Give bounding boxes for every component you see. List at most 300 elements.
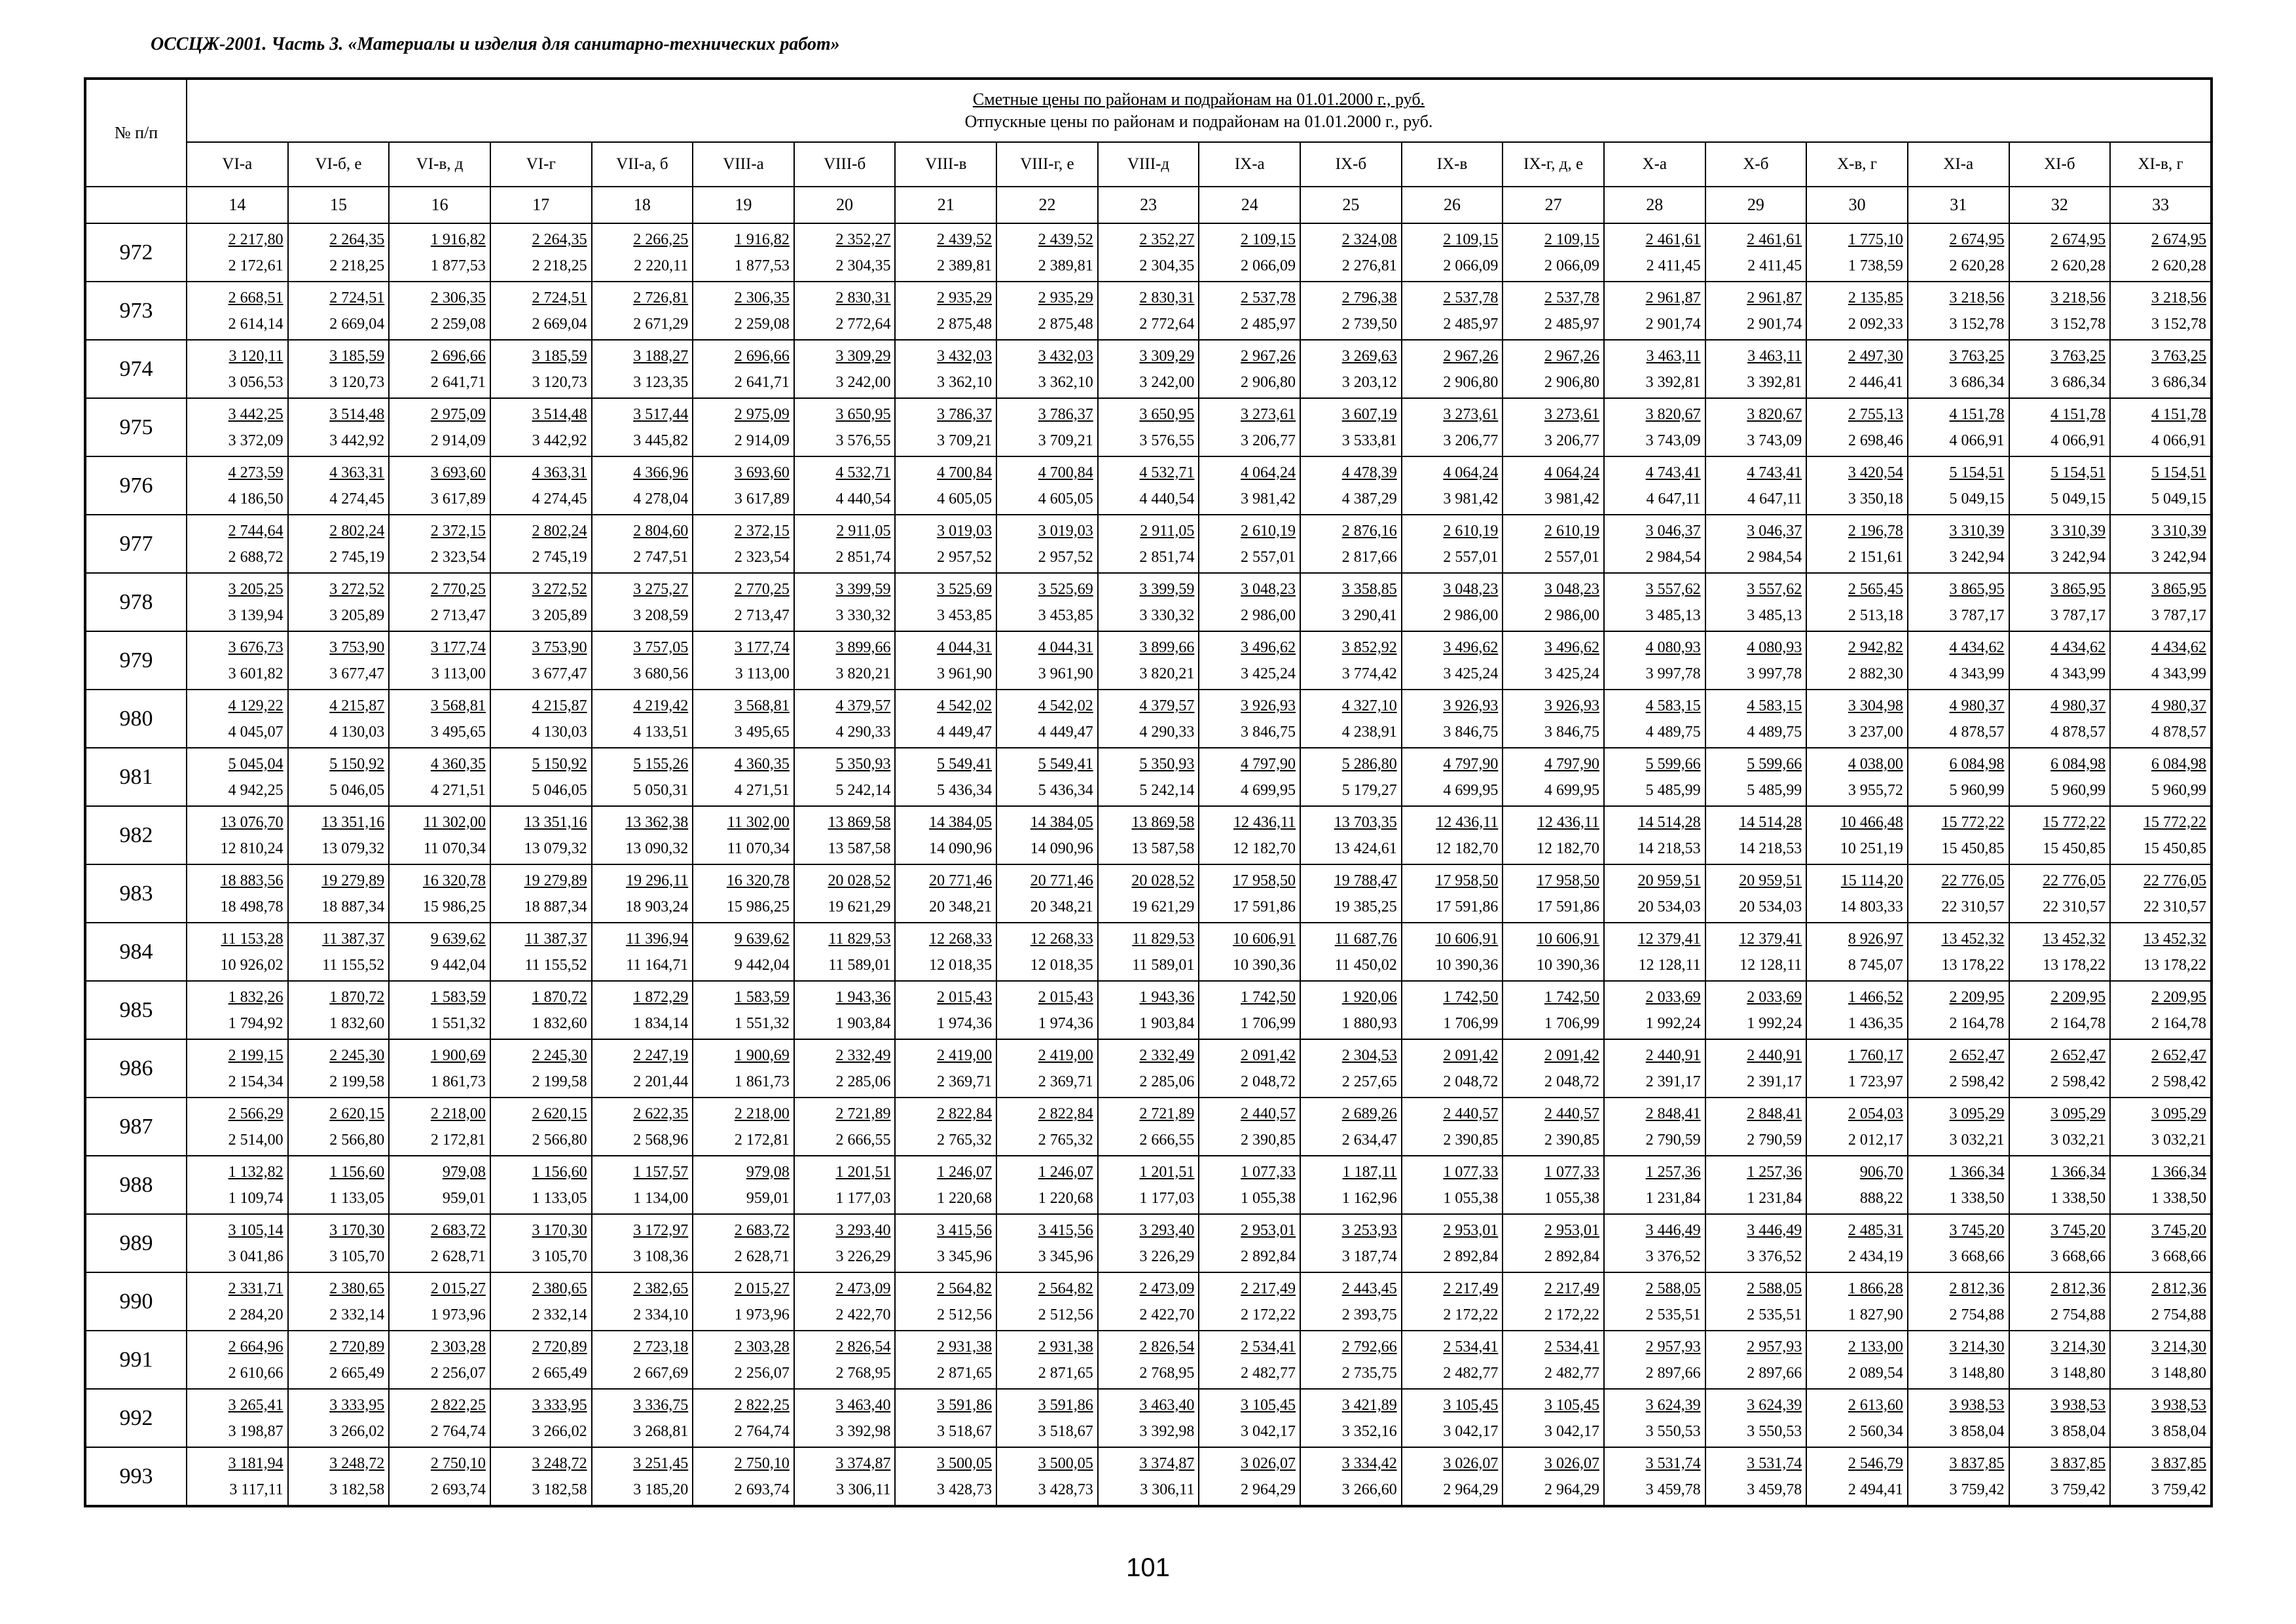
estimated-price: 2 382,65	[633, 1280, 689, 1297]
price-cell	[490, 398, 592, 456]
estimated-price: 3 763,25	[2050, 347, 2106, 365]
estimated-price: 3 525,69	[937, 580, 993, 598]
release-price: 3 198,87	[228, 1422, 283, 1440]
estimated-price: 2 622,35	[633, 1105, 689, 1122]
price-cell	[1806, 456, 1908, 515]
release-price: 3 686,34	[1949, 373, 2005, 391]
estimated-price: 1 466,52	[1848, 988, 1903, 1006]
release-price: 3 266,60	[1341, 1481, 1397, 1498]
estimated-price: 15 114,20	[1840, 872, 1903, 889]
price-cell	[1402, 748, 1503, 806]
estimated-price: 3 463,11	[1646, 347, 1701, 365]
estimated-price: 3 273,61	[1241, 405, 1296, 423]
price-cell	[490, 1156, 592, 1214]
estimated-price: 3 309,29	[835, 347, 891, 365]
row-number: 993	[85, 1447, 187, 1506]
price-cell	[1503, 573, 1604, 631]
release-price: 3 709,21	[937, 432, 993, 449]
price-cell	[2110, 1331, 2212, 1389]
price-cell	[794, 1156, 896, 1214]
release-price: 3 148,80	[1949, 1364, 2005, 1382]
estimated-price: 2 135,85	[1848, 289, 1903, 306]
estimated-price: 3 837,85	[2050, 1454, 2106, 1472]
price-cell	[1199, 1214, 1300, 1272]
price-cell	[1705, 1447, 1807, 1506]
release-price: 2 172,22	[1544, 1306, 1599, 1323]
price-cell	[794, 864, 896, 923]
estimated-price: 3 105,45	[1241, 1396, 1296, 1414]
estimated-price: 3 852,92	[1341, 638, 1397, 656]
price-cell	[1908, 1331, 2009, 1389]
release-price: 3 206,77	[1443, 432, 1499, 449]
estimated-price: 1 583,59	[734, 988, 790, 1006]
price-cell	[389, 923, 490, 981]
price-cell	[1604, 573, 1705, 631]
release-price: 5 050,31	[633, 781, 689, 799]
price-cell	[490, 515, 592, 573]
estimated-price: 2 953,01	[1443, 1221, 1499, 1239]
price-cell	[1503, 806, 1604, 864]
estimated-price: 1 583,59	[430, 988, 486, 1006]
row-number: 973	[85, 282, 187, 340]
price-cell	[288, 398, 390, 456]
release-price: 2 634,47	[1341, 1131, 1397, 1149]
estimated-price: 3 253,93	[1341, 1221, 1397, 1239]
estimated-price: 1 916,82	[430, 231, 486, 248]
price-cell	[1604, 1389, 1705, 1447]
release-price: 3 205,89	[329, 606, 385, 624]
release-price: 5 960,99	[2050, 781, 2106, 799]
price-cell	[895, 573, 996, 631]
release-price: 5 242,14	[835, 781, 891, 799]
release-price: 2 754,88	[2151, 1306, 2206, 1323]
estimated-price: 12 268,33	[929, 930, 993, 948]
release-price: 2 747,51	[633, 548, 689, 566]
estimated-price: 3 676,73	[228, 638, 283, 656]
estimated-price: 2 473,09	[1139, 1280, 1195, 1297]
price-cell	[187, 864, 288, 923]
release-price: 2 304,35	[835, 257, 891, 274]
estimated-price: 1 760,17	[1848, 1046, 1903, 1064]
table-row	[85, 1039, 2212, 1098]
header-row-title	[85, 79, 2212, 142]
release-price: 3 495,65	[430, 723, 486, 741]
release-price: 2 259,08	[734, 315, 790, 333]
estimated-price: 2 812,36	[2151, 1280, 2206, 1297]
estimated-price: 4 151,78	[1949, 405, 2005, 423]
release-price: 2 411,45	[1747, 257, 1802, 274]
price-cell	[1604, 1447, 1705, 1506]
price-cell	[1503, 1039, 1604, 1098]
release-price: 2 285,06	[1139, 1073, 1195, 1090]
estimated-price: 4 038,00	[1848, 755, 1903, 773]
price-cell	[1604, 748, 1705, 806]
price-cell	[1705, 923, 1807, 981]
price-cell	[1503, 1098, 1604, 1156]
release-price: 2 048,72	[1544, 1073, 1599, 1090]
release-price: 12 182,70	[1435, 840, 1499, 857]
price-cell	[1098, 223, 1199, 282]
estimated-price: 2 826,54	[835, 1338, 891, 1356]
price-cell	[187, 690, 288, 748]
price-cell	[693, 1331, 794, 1389]
release-price: 2 154,34	[228, 1073, 283, 1090]
release-price: 1 903,84	[1139, 1014, 1195, 1032]
price-cell	[693, 1098, 794, 1156]
estimated-price: 4 327,10	[1341, 697, 1397, 714]
estimated-price: 17 958,50	[1233, 872, 1296, 889]
release-price: 2 566,80	[329, 1131, 385, 1149]
release-price: 2 906,80	[1241, 373, 1296, 391]
price-cell	[1199, 223, 1300, 282]
estimated-price: 4 044,31	[937, 638, 993, 656]
release-price: 5 436,34	[1038, 781, 1093, 799]
price-cell	[2110, 282, 2212, 340]
estimated-price: 1 201,51	[1139, 1163, 1195, 1181]
price-cell	[1705, 573, 1807, 631]
release-price: 2 693,74	[430, 1481, 486, 1498]
release-price: 4 290,33	[835, 723, 891, 741]
estimated-price: 3 865,95	[1949, 580, 2005, 598]
release-price: 3 997,78	[1645, 665, 1701, 682]
estimated-price: 3 650,95	[1139, 405, 1195, 423]
estimated-price: 1 156,60	[329, 1163, 385, 1181]
price-cell	[693, 515, 794, 573]
price-cell	[187, 1098, 288, 1156]
release-price: 2 765,32	[1038, 1131, 1093, 1149]
price-cell	[1300, 690, 1402, 748]
price-cell	[2110, 573, 2212, 631]
release-price: 4 449,47	[1038, 723, 1093, 741]
price-cell	[1806, 923, 1908, 981]
estimated-price: 5 599,66	[1645, 755, 1701, 773]
release-price: 4 942,25	[228, 781, 283, 799]
estimated-price: 4 151,78	[2151, 405, 2206, 423]
release-price: 2 906,80	[1443, 373, 1499, 391]
estimated-price: 2 967,26	[1443, 347, 1499, 365]
price-cell	[1300, 282, 1402, 340]
estimated-price: 1 257,36	[1747, 1163, 1802, 1181]
release-price: 2 560,34	[1848, 1422, 1903, 1440]
release-price: 19 621,29	[828, 898, 891, 915]
page-number: 101	[1126, 1553, 1170, 1582]
release-price: 14 803,33	[1840, 898, 1903, 915]
price-cell	[1604, 340, 1705, 398]
price-cell	[1806, 282, 1908, 340]
release-price: 2 482,77	[1443, 1364, 1499, 1382]
column-header: VI-в, д	[389, 142, 490, 187]
release-price: 4 271,51	[734, 781, 790, 799]
release-price: 2 422,70	[835, 1306, 891, 1323]
release-price: 13 090,32	[625, 840, 689, 857]
release-price: 3 787,17	[2151, 606, 2206, 624]
price-cell	[592, 340, 693, 398]
estimated-price: 3 786,37	[1038, 405, 1093, 423]
release-price: 2 422,70	[1139, 1306, 1195, 1323]
price-cell	[895, 1039, 996, 1098]
release-price: 14 090,96	[1030, 840, 1093, 857]
row-number: 982	[85, 806, 187, 864]
column-header: IX-б	[1300, 142, 1402, 187]
estimated-price: 2 247,19	[633, 1046, 689, 1064]
release-price: 20 348,21	[1030, 898, 1093, 915]
release-price: 3 362,10	[1038, 373, 1093, 391]
price-cell	[1402, 923, 1503, 981]
estimated-price: 2 957,93	[1747, 1338, 1802, 1356]
estimated-price: 2 534,41	[1544, 1338, 1599, 1356]
estimated-price: 16 320,78	[726, 872, 790, 889]
price-cell	[2110, 690, 2212, 748]
estimated-price: 2 564,82	[937, 1280, 993, 1297]
estimated-price: 4 743,41	[1747, 464, 1802, 481]
release-price: 959,01	[442, 1189, 486, 1207]
table-body	[85, 223, 2212, 1506]
release-price: 4 699,95	[1544, 781, 1599, 799]
release-price: 4 605,05	[937, 490, 993, 507]
document-header: ОССЦЖ-2001. Часть 3. «Материалы и изделия для санитарно-технических работ»	[151, 34, 840, 54]
release-price: 2 897,66	[1645, 1364, 1701, 1382]
estimated-price: 4 434,62	[2151, 638, 2206, 656]
estimated-price: 2 588,05	[1747, 1280, 1802, 1297]
estimated-price: 3 745,20	[2151, 1221, 2206, 1239]
price-cell	[996, 282, 1098, 340]
estimated-price: 10 606,91	[1536, 930, 1599, 948]
estimated-price: 4 797,90	[1544, 755, 1599, 773]
estimated-price: 2 485,31	[1848, 1221, 1903, 1239]
release-price: 20 534,03	[1739, 898, 1802, 915]
estimated-price: 2 461,61	[1747, 231, 1802, 248]
release-price: 3 226,29	[835, 1247, 891, 1265]
estimated-price: 1 742,50	[1241, 988, 1296, 1006]
estimated-price: 2 266,25	[633, 231, 689, 248]
table-row	[85, 923, 2212, 981]
release-price: 2 610,66	[228, 1364, 283, 1382]
release-price: 1 794,92	[228, 1014, 283, 1032]
release-price: 1 974,36	[937, 1014, 993, 1032]
estimated-price: 3 938,53	[2050, 1396, 2106, 1414]
release-price: 2 485,97	[1443, 315, 1499, 333]
price-cell	[389, 806, 490, 864]
release-price: 1 551,32	[430, 1014, 486, 1032]
release-price: 2 092,33	[1848, 315, 1903, 333]
price-cell	[490, 1098, 592, 1156]
release-price: 4 647,11	[1646, 490, 1701, 507]
release-price: 1 109,74	[228, 1189, 283, 1207]
price-cell	[1705, 456, 1807, 515]
release-price: 3 206,77	[1241, 432, 1296, 449]
price-cell	[187, 1214, 288, 1272]
price-cell	[693, 1214, 794, 1272]
estimated-price: 2 723,18	[633, 1338, 689, 1356]
release-price: 2 172,61	[228, 257, 283, 274]
price-cell	[389, 1214, 490, 1272]
estimated-price: 3 310,39	[2050, 522, 2106, 540]
release-price: 3 485,13	[1645, 606, 1701, 624]
price-cell	[895, 1389, 996, 1447]
price-cell	[693, 1389, 794, 1447]
price-cell	[2009, 748, 2111, 806]
release-price: 2 964,29	[1241, 1481, 1296, 1498]
release-price: 4 274,45	[329, 490, 385, 507]
price-cell	[693, 748, 794, 806]
release-price: 3 376,52	[1645, 1247, 1701, 1265]
price-cell	[288, 690, 390, 748]
release-price: 3 032,21	[1949, 1131, 2005, 1149]
estimated-price: 3 265,41	[228, 1396, 283, 1414]
estimated-price: 2 109,15	[1544, 231, 1599, 248]
release-price: 2 851,74	[1139, 548, 1195, 566]
release-price: 2 066,09	[1443, 257, 1499, 274]
price-cell	[1908, 981, 2009, 1039]
release-price: 2 764,74	[430, 1422, 486, 1440]
release-price: 3 117,11	[229, 1481, 283, 1498]
estimated-price: 1 943,36	[835, 988, 891, 1006]
estimated-price: 3 046,37	[1645, 522, 1701, 540]
price-cell	[592, 1331, 693, 1389]
price-cell	[1402, 690, 1503, 748]
release-price: 3 445,82	[633, 432, 689, 449]
estimated-price: 2 264,35	[532, 231, 587, 248]
release-price: 2 164,78	[1949, 1014, 2005, 1032]
price-cell	[1402, 1039, 1503, 1098]
price-cell	[1199, 456, 1300, 515]
release-price: 2 513,18	[1848, 606, 1903, 624]
price-cell	[389, 748, 490, 806]
price-cell	[1604, 631, 1705, 690]
release-price: 3 206,77	[1544, 432, 1599, 449]
price-cell	[288, 1389, 390, 1447]
release-price: 2 871,65	[937, 1364, 993, 1382]
release-price: 3 961,90	[937, 665, 993, 682]
estimated-price: 4 434,62	[2050, 638, 2106, 656]
release-price: 2 882,30	[1848, 665, 1903, 682]
release-price: 2 256,07	[734, 1364, 790, 1382]
release-price: 4 605,05	[1038, 490, 1093, 507]
estimated-price: 3 336,75	[633, 1396, 689, 1414]
price-cell	[693, 631, 794, 690]
estimated-price: 2 015,43	[1038, 988, 1093, 1006]
price-cell	[794, 1214, 896, 1272]
price-cell	[1402, 1447, 1503, 1506]
row-number: 984	[85, 923, 187, 981]
release-price: 1 973,96	[430, 1306, 486, 1323]
price-cell	[1402, 864, 1503, 923]
column-index: 30	[1806, 187, 1908, 223]
price-cell	[1705, 398, 1807, 456]
price-cell	[1503, 1447, 1604, 1506]
release-price: 3 376,52	[1747, 1247, 1802, 1265]
price-cell	[895, 864, 996, 923]
estimated-price: 2 610,19	[1544, 522, 1599, 540]
release-price: 3 668,66	[2151, 1247, 2206, 1265]
release-price: 3 858,04	[2151, 1422, 2206, 1440]
price-cell	[2110, 806, 2212, 864]
price-cell	[1806, 398, 1908, 456]
price-cell	[1806, 1214, 1908, 1272]
release-price: 2 754,88	[1949, 1306, 2005, 1323]
release-price: 10 390,36	[1233, 956, 1296, 974]
release-price: 2 614,14	[228, 315, 283, 333]
price-cell	[288, 223, 390, 282]
column-header: VIII-в	[895, 142, 996, 187]
estimated-price: 3 248,72	[532, 1454, 587, 1472]
release-price: 2 218,25	[532, 257, 587, 274]
release-price: 2 332,14	[329, 1306, 385, 1323]
release-price: 4 066,91	[2050, 432, 2106, 449]
release-price: 1 834,14	[633, 1014, 689, 1032]
release-price: 1 338,50	[2151, 1189, 2206, 1207]
estimated-price: 2 668,51	[228, 289, 283, 306]
price-cell	[389, 573, 490, 631]
release-price: 3 846,75	[1443, 723, 1499, 741]
estimated-price: 5 150,92	[329, 755, 385, 773]
release-price: 2 790,59	[1645, 1131, 1701, 1149]
release-price: 10 390,36	[1536, 956, 1599, 974]
price-cell	[1604, 1039, 1705, 1098]
estimated-price: 5 045,04	[228, 755, 283, 773]
estimated-price: 1 832,26	[228, 988, 283, 1006]
estimated-price: 2 975,09	[430, 405, 486, 423]
estimated-price: 2 440,91	[1747, 1046, 1802, 1064]
release-price: 2 391,17	[1747, 1073, 1802, 1090]
release-price: 2 066,09	[1241, 257, 1296, 274]
price-cell	[895, 515, 996, 573]
release-price: 3 759,42	[2151, 1481, 2206, 1498]
release-price: 3 576,55	[1139, 432, 1195, 449]
release-price: 3 330,32	[1139, 606, 1195, 624]
estimated-price: 5 549,41	[1038, 755, 1093, 773]
release-price: 2 218,25	[329, 257, 385, 274]
release-price: 2 389,81	[1038, 257, 1093, 274]
release-price: 1 231,84	[1645, 1189, 1701, 1207]
release-price: 2 688,72	[228, 548, 283, 566]
release-price: 4 066,91	[1949, 432, 2005, 449]
price-cell	[2110, 515, 2212, 573]
price-cell	[693, 398, 794, 456]
release-price: 3 242,00	[835, 373, 891, 391]
estimated-price: 5 350,93	[835, 755, 891, 773]
release-price: 2 411,45	[1646, 257, 1701, 274]
price-cell	[592, 1156, 693, 1214]
estimated-price: 4 080,93	[1645, 638, 1701, 656]
estimated-price: 22 776,05	[2043, 872, 2106, 889]
estimated-price: 3 517,44	[633, 405, 689, 423]
release-price: 22 310,57	[1941, 898, 2005, 915]
release-price: 2 901,74	[1747, 315, 1802, 333]
release-price: 2 739,50	[1341, 315, 1397, 333]
price-cell	[794, 1447, 896, 1506]
estimated-price: 2 306,35	[734, 289, 790, 306]
estimated-price: 11 687,76	[1334, 930, 1397, 948]
release-price: 2 620,28	[2050, 257, 2106, 274]
price-cell	[1098, 923, 1199, 981]
price-cell	[1806, 515, 1908, 573]
price-cell	[1908, 515, 2009, 573]
price-cell	[996, 748, 1098, 806]
estimated-price: 2 652,47	[2050, 1046, 2106, 1064]
release-price: 2 598,42	[2151, 1073, 2206, 1090]
estimated-price: 3 500,05	[937, 1454, 993, 1472]
estimated-price: 20 028,52	[1131, 872, 1195, 889]
estimated-price: 2 209,95	[2050, 988, 2106, 1006]
estimated-price: 3 938,53	[1949, 1396, 2005, 1414]
column-header: X-в, г	[1806, 142, 1908, 187]
price-cell	[389, 515, 490, 573]
price-cell	[794, 748, 896, 806]
release-price: 3 428,73	[937, 1481, 993, 1498]
release-price: 4 878,57	[2050, 723, 2106, 741]
estimated-price: 2 826,54	[1139, 1338, 1195, 1356]
